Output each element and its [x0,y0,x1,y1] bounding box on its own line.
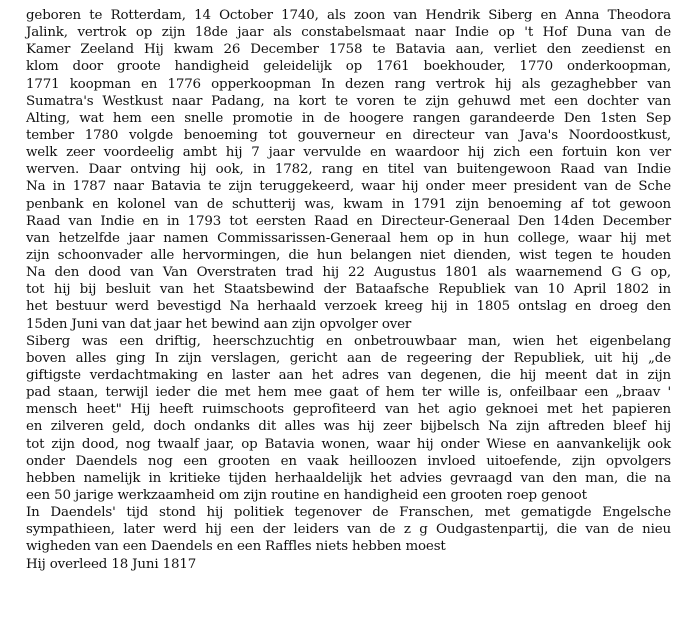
text-line: boven alles ging In zijn verslagen, gericht aan de regeering der Republiek, uit hij „de [26,350,671,366]
paragraph-end-line: een 50 jarige werkzaamheid om zijn routine en handigheid een grooten roep genoot [26,487,587,503]
paragraph-end-line: 15den Juni van dat jaar het bewind aan zijn opvolger over [26,316,412,332]
paragraph-end-line: wigheden van een Daendels en een Raffles niets hebben moest [26,539,446,555]
text-line: van hetzelfde jaar namen Commissarissen-Generaal hem op in hun college, waar hij met [26,230,671,246]
text-line: Alting, wat hem een snelle promotie in de hoogere rangen garandeerde Den 1sten Sep [26,110,671,126]
text-line: penbank en kolonel van de schutterij was, kwam in 1791 zijn benoeming af tot gewoon [26,196,671,212]
text-line: geboren te Rotterdam, 14 October 1740, als zoon van Hendrik Siberg en Anna Theodora [26,8,671,23]
text-line: Jalink, vertrok op zijn 18de jaar als constabelsmaat naar Indie op 't Hof Duna van de [26,25,671,41]
text-line: Na den dood van Van Overstraten trad hij 22 Augustus 1801 als waarnemend G G op, [26,265,671,281]
text-line: Kamer Zeeland Hij kwam 26 December 1758 te Batavia aan, verliet den zeedienst en [26,42,671,58]
text-line: en zilveren geld, doch ondanks dit alles was hij zeer bijbelsch Na zijn aftreden bleef hij [26,419,671,435]
text-line: mensch heet" Hij heeft ruimschoots geprofiteerd van het agio geknoei met het papieren [26,402,671,418]
text-line: In Daendels' tijd stond hij politiek tegenover de Franschen, met gematigde Engelsche [26,505,671,521]
text-line: Siberg was een driftig, heerschzuchtig en onbetrouwbaar man, wien het eigenbelang [26,333,671,349]
text-line: pad staan, terwijl ieder die met hem mee gaat of hem ter wille is, onfeilbaar een „braav ' [26,385,671,401]
text-line: giftigste verdachtmaking en laster aan het adres van degenen, die hij meent dat in zijn [26,367,671,383]
text-line: sympathieen, later werd hij een der leiders van de z g Oudgastenpartij, die van de nieu [26,522,671,538]
text-line: tot hij bij besluit van het Staatsbewind der Bataafsche Republiek van 10 April 1802 in [26,282,671,298]
text-line: zijn schoonvader alle hervormingen, die hun belangen niet dienden, wist tegen te houden [26,247,671,263]
text-line: werven. Daar ontving hij ook, in 1782, rang en titel van buitengewoon Raad van Indie [26,162,671,178]
text-line: tot zijn dood, nog twaalf jaar, op Batavia wonen, waar hij onder Wiese en aanvankelijk ook [26,436,671,452]
document-page [26,7,671,573]
text-line: het bestuur werd bevestigd Na herhaald verzoek kreeg hij in 1805 ontslag en droeg den [26,299,671,315]
text-line: klom door groote handigheid geleidelijk op 1761 boekhouder, 1770 onderkoopman, [26,59,671,75]
text-line: onder Daendels nog een grooten en vaak heilloozen invloed uitoefende, zijn opvolgers [26,453,671,469]
text-line: Sumatra's Westkust naar Padang, na kort te voren te zijn gehuwd met een dochter van [26,93,671,109]
text-line: tember 1780 volgde benoeming tot gouverneur en directeur van Java's Noordoostkust, [26,127,671,143]
text-line: Na in 1787 naar Batavia te zijn teruggekeerd, waar hij onder meer president van de Sche [26,179,671,195]
paragraph-end-line: Hij overleed 18 Juni 1817 [26,556,197,572]
text-line: hebben namelijk in kritieke tijden herhaaldelijk het advies gevraagd van den man, die na [26,470,671,486]
text-line: Raad van Indie en in 1793 tot eersten Raad en Directeur-Generaal Den 14den December [26,213,671,229]
text-line: 1771 koopman en 1776 opperkoopman In dezen rang vertrok hij als gezaghebber van [26,76,671,92]
text-line: welk zeer voordeelig ambt hij 7 jaar vervulde en waardoor hij zich een fortuin kon ver [26,145,671,161]
